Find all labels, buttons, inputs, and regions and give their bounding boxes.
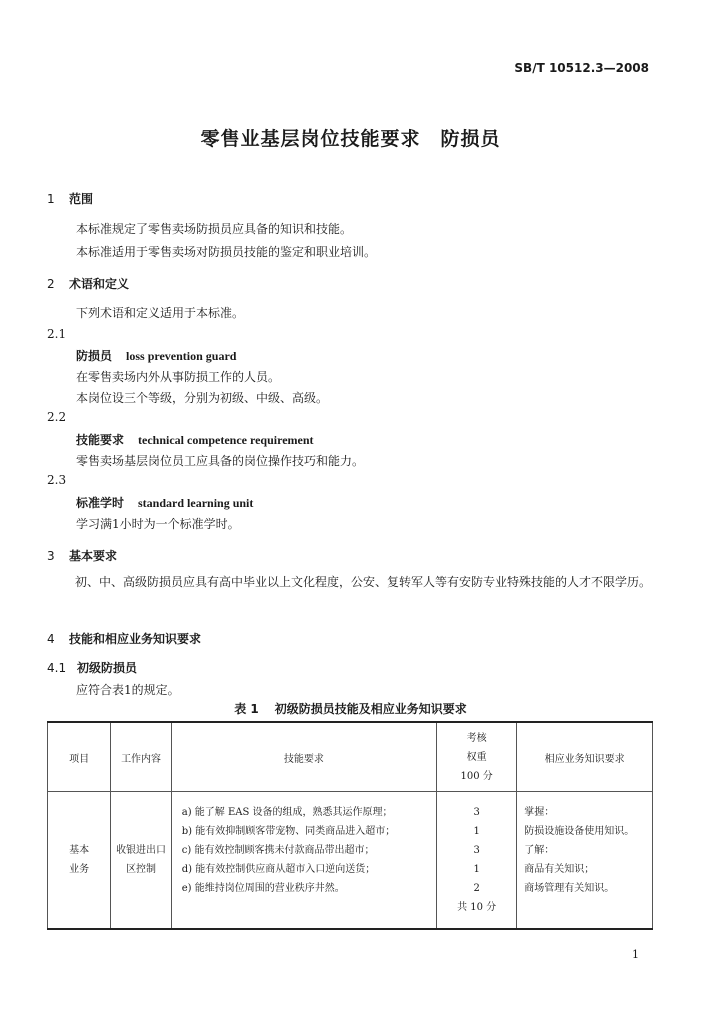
requirements-table (47, 721, 653, 930)
score-item: 3 (473, 845, 480, 856)
skill-item: b) 能有效抑制顾客带宠物、同类商品进入超市； (181, 826, 396, 837)
subsection-4-1-heading (47, 659, 137, 676)
cell-line: 收银进出口 (116, 845, 167, 856)
table-caption-text: 初级防损员技能及相应业务知识要求 (274, 702, 467, 716)
cell-line: 区控制 (126, 864, 157, 875)
knowledge-item: 掌握： (524, 807, 555, 818)
table-row (48, 792, 653, 930)
cell-scores (436, 792, 516, 930)
paragraph: 在零售卖场内外从事防损工作的人员。 (76, 370, 281, 384)
header-weight (436, 722, 516, 792)
cell-line: 基本 (69, 845, 90, 856)
header-weight-line: 100 分 (460, 770, 493, 782)
paragraph: 本标准适用于零售卖场对防损员技能的鉴定和职业培训。 (76, 245, 377, 259)
section-number: 2 (47, 277, 55, 291)
cell-item (48, 792, 111, 930)
table-caption (0, 700, 701, 717)
cell-content (111, 792, 171, 930)
header-weight-line: 考核 (466, 732, 487, 744)
clause-number: 2.3 (47, 473, 67, 487)
paragraph: 本标准规定了零售卖场防损员应具备的知识和技能。 (76, 222, 353, 236)
section-title: 初级防损员 (77, 661, 138, 675)
section-number: 4.1 (47, 661, 67, 675)
term-english: standard learning unit (138, 496, 254, 510)
section-number: 3 (47, 549, 55, 563)
header-item: 项目 (48, 722, 111, 792)
section-3-heading (47, 547, 117, 564)
term-chinese: 标准学时 (76, 496, 125, 510)
term-chinese: 技能要求 (76, 433, 125, 447)
score-item: 2 (473, 883, 480, 894)
skill-item: a) 能了解 EAS 设备的组成，熟悉其运作原理； (181, 807, 393, 818)
section-title: 范围 (69, 192, 94, 206)
paragraph: 初、中、高级防损员应具有高中毕业以上文化程度，公安、复转军人等有安防专业特殊技能的人才不限学历。 (75, 575, 652, 589)
header-knowledge: 相应业务知识要求 (517, 722, 653, 792)
skill-item: d) 能有效控制供应商从超市入口逆向送货； (181, 864, 376, 875)
term-entry (76, 347, 236, 364)
skill-item: c) 能有效控制顾客携未付款商品带出超市； (181, 845, 375, 856)
section-title: 基本要求 (69, 549, 118, 563)
standard-code: SB/T 10512.3—2008 (514, 61, 649, 75)
term-entry (76, 431, 314, 448)
header-skill: 技能要求 (171, 722, 436, 792)
section-4-heading (47, 630, 201, 647)
table-caption-number: 表 1 (234, 702, 259, 716)
table-header-row (48, 722, 653, 792)
section-title: 术语和定义 (69, 277, 130, 291)
section-title: 技能和相应业务知识要求 (69, 632, 202, 646)
section-2-heading (47, 275, 129, 292)
clause-number: 2.2 (47, 410, 67, 424)
term-english: technical competence requirement (138, 433, 314, 447)
score-item: 3 (473, 807, 480, 818)
clause-number: 2.1 (47, 327, 67, 341)
paragraph: 本岗位设三个等级，分别为初级、中级、高级。 (76, 391, 329, 405)
knowledge-item: 商品有关知识； (524, 864, 595, 875)
paragraph: 应符合表1的规定。 (76, 683, 180, 697)
knowledge-item: 了解： (524, 845, 555, 856)
header-weight-line: 权重 (466, 751, 487, 763)
header-content: 工作内容 (111, 722, 171, 792)
score-item: 1 (473, 864, 480, 875)
term-chinese: 防损员 (76, 349, 113, 363)
paragraph: 下列术语和定义适用于本标准。 (76, 306, 245, 320)
section-number: 4 (47, 632, 55, 646)
document-title: 零售业基层岗位技能要求 防损员 (200, 128, 501, 150)
knowledge-item: 商场管理有关知识。 (524, 883, 615, 894)
section-1-heading (47, 190, 93, 207)
cell-skills (171, 792, 436, 930)
paragraph: 学习满1小时为一个标准学时。 (76, 517, 240, 531)
cell-line: 业务 (69, 864, 90, 875)
cell-knowledge (517, 792, 653, 930)
term-english: loss prevention guard (126, 349, 237, 363)
score-total: 共 10 分 (457, 902, 497, 913)
section-number: 1 (47, 192, 55, 206)
term-entry (76, 494, 253, 511)
page-number: 1 (632, 948, 639, 961)
score-item: 1 (473, 826, 480, 837)
skill-item: e) 能维持岗位周围的营业秩序井然。 (181, 883, 345, 894)
knowledge-item: 防损设施设备使用知识。 (524, 826, 635, 837)
paragraph: 零售卖场基层岗位员工应具备的岗位操作技巧和能力。 (76, 454, 365, 468)
